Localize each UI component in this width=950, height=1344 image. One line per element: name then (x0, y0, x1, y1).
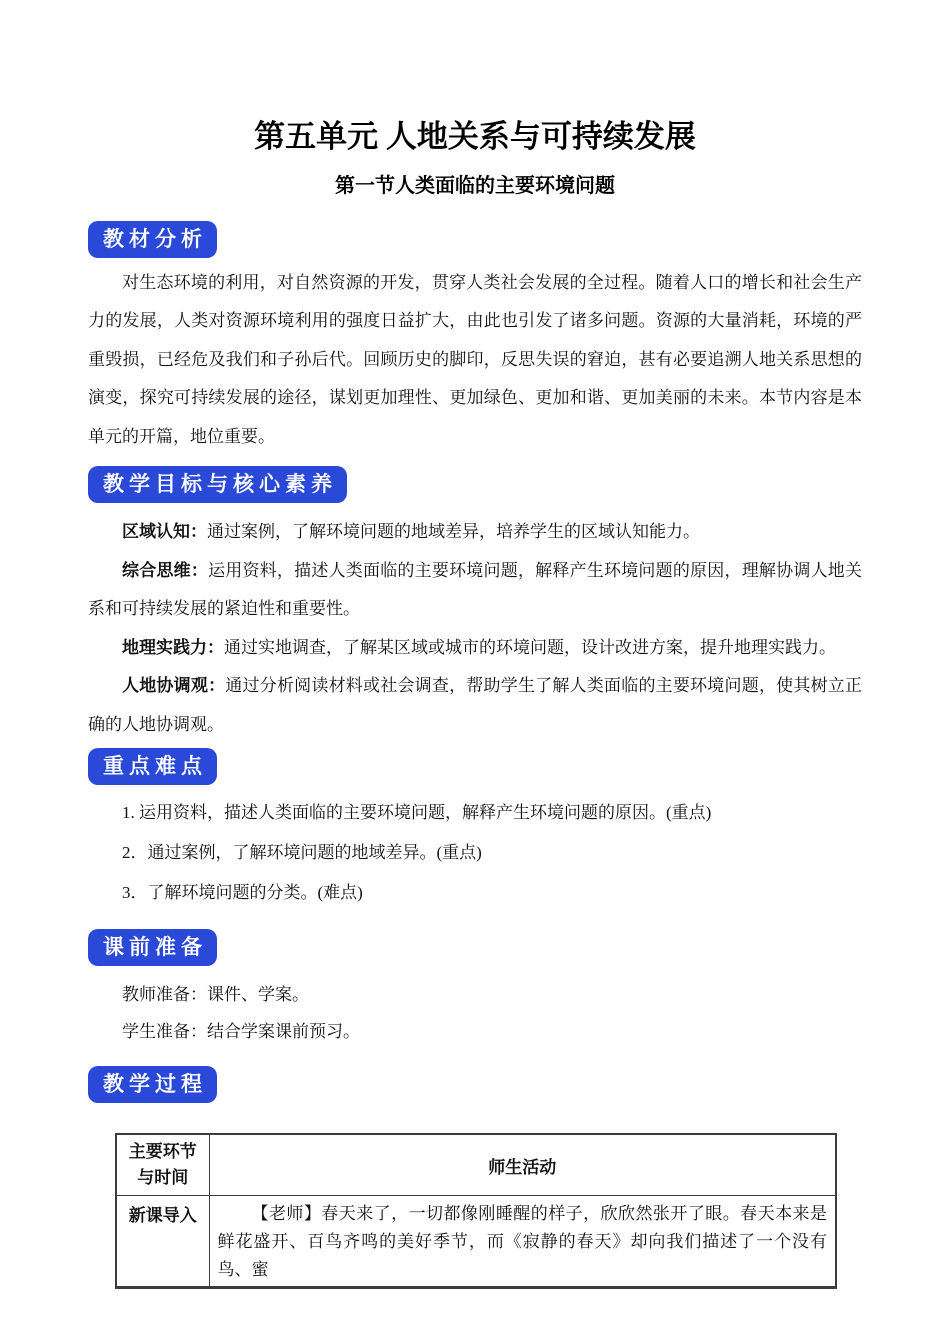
objective-regional-cognition (88, 513, 862, 552)
key-point-item: 1. 运用资料，描述人类面临的主要环境问题，解释产生环境问题的原因。(重点) (122, 803, 712, 823)
objective-geographic-practice (88, 629, 862, 668)
objective-lead: 区域认知： (122, 522, 207, 542)
preparation-list (88, 976, 862, 1050)
objectives-list (88, 513, 862, 744)
header-cell-stage (116, 1134, 209, 1196)
objective-lead: 地理实践力： (122, 637, 224, 657)
cell-stage: 新课导入 (116, 1196, 209, 1288)
key-points-list (88, 793, 862, 913)
document-content (0, 116, 950, 1289)
section-title: 第一节人类面临的主要环境问题 (335, 174, 615, 197)
objective-lead: 综合思维： (122, 560, 209, 580)
badge-teaching-process: 教学过程 (88, 1066, 217, 1103)
cell-activity: 【老师】春天来了，一切都像刚睡醒的样子，欣欣然张开了眼。春天本来是鲜花盛开、百鸟齐鸣的美好季节，而《寂静的春天》却向我们描述了一个没有鸟、蜜 (209, 1196, 836, 1288)
badge-teaching-objectives: 教学目标与核心素养 (88, 466, 347, 503)
objective-text: 通过案例，了解环境问题的地域差异，培养学生的区域认知能力。 (207, 522, 700, 542)
teacher-preparation: 教师准备：课件、学案。 (122, 985, 309, 1005)
objective-text: 通过实地调查，了解某区域或城市的环境问题，设计改进方案，提升地理实践力。 (224, 637, 836, 657)
objective-text: 运用资料，描述人类面临的主要环境问题，解释产生环境问题的原因，理解协调人地关系和可持续发展的紧迫性和重要性。 (88, 560, 863, 619)
badge-row-objectives (88, 466, 862, 503)
table-row (116, 1196, 836, 1288)
key-point-item: 2．通过案例，了解环境问题的地域差异。(重点) (122, 843, 482, 863)
badge-key-points: 重点难点 (88, 748, 217, 785)
teaching-process-table (115, 1133, 837, 1289)
objective-comprehensive-thinking (88, 552, 862, 629)
objective-lead: 人地协调观： (122, 676, 226, 696)
header-stage-line2: 与时间 (137, 1168, 189, 1188)
analysis-paragraph: 对生态环境的利用，对自然资源的开发，贯穿人类社会发展的全过程。随着人口的增长和社会生产力的发展，人类对资源环境利用的强度日益扩大，由此也引发了诸多问题。资源的大量消耗，环境的严重毁损，已经危及我们和子孙后代。回顾历史的脚印，反思失误的窘迫，甚有必要追溯人地关系思想的演变，探究可持续发展的途径，谋划更加理性、更加绿色、更加和谐、更加美丽的未来。本节内容是本单元的开篇，地位重要。 (88, 272, 862, 446)
objective-human-land-coordination (88, 667, 862, 744)
header-cell-activity: 师生活动 (209, 1134, 836, 1196)
badge-row-process (88, 1066, 862, 1103)
badge-row-analysis (88, 221, 862, 258)
objective-text: 通过分析阅读材料或社会调查，帮助学生了解人类面临的主要环境问题，使其树立正确的人地协调观。 (88, 676, 863, 734)
table-header-row (116, 1134, 836, 1196)
student-preparation: 学生准备：结合学案课前预习。 (122, 1022, 360, 1042)
badge-row-key-points (88, 748, 862, 785)
key-point-item: 3．了解环境问题的分类。(难点) (122, 883, 363, 903)
header-stage-line1: 主要环节 (128, 1142, 197, 1162)
badge-material-analysis: 教材分析 (88, 221, 217, 258)
unit-title: 第五单元 人地关系与可持续发展 (254, 119, 696, 154)
badge-class-preparation: 课前准备 (88, 929, 217, 966)
badge-row-preparation (88, 929, 862, 966)
